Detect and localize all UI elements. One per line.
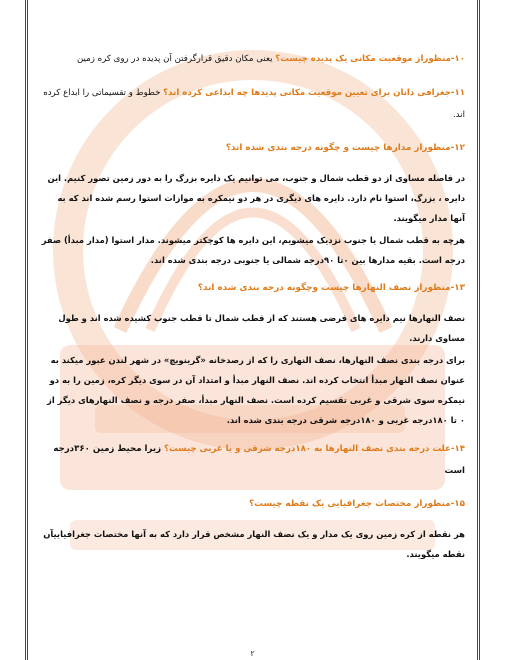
question-13-paragraph-2: برای درجه بندی نصف النهارها، نصف النهاری را که از رصدخانه «گرینویچ» در شهر لندن عبور میکند به عنوان نصف النهار مبدأ انتخاب کرده اند. نصف النهار مبدأ و امتداد آن در سوی دیگر کره، زمین را به دو نیمکره سوی شرقی و غربی تقسیم کرده است. نصف النهار مبدأ، صفر درجه و نصف النهارهای دیگر از ۰ تا ۱۸۰درجه غربی و ۱۸۰درجه شرقی درجه بندی شده اند. (47, 355, 465, 425)
question-12-paragraph-1: در فاصله مساوی از دو قطب شمال و جنوب، می توانیم یک دایره بزرگ را به دور زمین تصور کنیم. این دایره ، بزرگ، استوا نام دارد. دایره های دیگری در هر دو نیمکره به موازات استوا رسم شده اند که به آنها مدار میگویند. (47, 173, 465, 223)
question-13-paragraph-1: نصف النهارها نیم دایره های فرضی هستند که از قطب شمال تا قطب جنوب کشیده شده اند و طول مساوی دارند. (58, 313, 465, 343)
question-12-title: ۱۲-منظوراز مدارها چیست و چگونه درجه بندی شده اند؟ (225, 143, 465, 153)
document-body (40, 48, 465, 566)
question-11-answer: خطوط و تقسیماتی را ابداع کرده اند. (43, 88, 465, 120)
question-13-title: ۱۳-منظوراز نصف النهارها چیست وچگونه درجه بندی شده اند؟ (197, 283, 465, 293)
question-15-paragraph-1: هر نقطه از کره زمین روی یک مدار و یک نصف النهار مشخص قرار دارد که به آنها مختصات جغرافیاییآن نقطه میگویند. (43, 529, 465, 559)
question-10-answer: یعنی مکان دقیق قرارگرفتن آن پدیده در روی کره زمین (76, 54, 276, 64)
question-10 (40, 48, 465, 70)
question-12-paragraph-2: هرچه به قطب شمال یا جنوب نزدیک میشویم، این دایره ها کوچکتر میشوند. مدار استوا (مدار مبدأ) صفر درجه است. بقیه مدارها بین ۰تا ۹۰درجه شمالی یا جنوبی درجه بندی شده اند. (41, 235, 465, 265)
question-14 (40, 438, 465, 482)
question-10-title: ۱۰-منظوراز موقعیت مکانی یک پدیده چیست؟ (275, 54, 465, 64)
question-11-title: ۱۱-جغرافی دانان برای تعیین موقعیت مکانی پدیدها چه ابداعی کرده اند؟ (163, 88, 465, 98)
question-15-title: ۱۵-منظوراز مختصات جغرافیایی یک نقطه چیست؟ (249, 499, 465, 509)
page-number: ۲ (250, 649, 255, 658)
question-11 (40, 82, 465, 126)
question-14-title: ۱۴-علت درجه بندی نصف النهارها به ۱۸۰درجه شرقی و یا غربی چیست؟ (164, 444, 465, 454)
question-14-answer: زیرا محیط زمین ۳۶۰درجه است (53, 444, 465, 476)
